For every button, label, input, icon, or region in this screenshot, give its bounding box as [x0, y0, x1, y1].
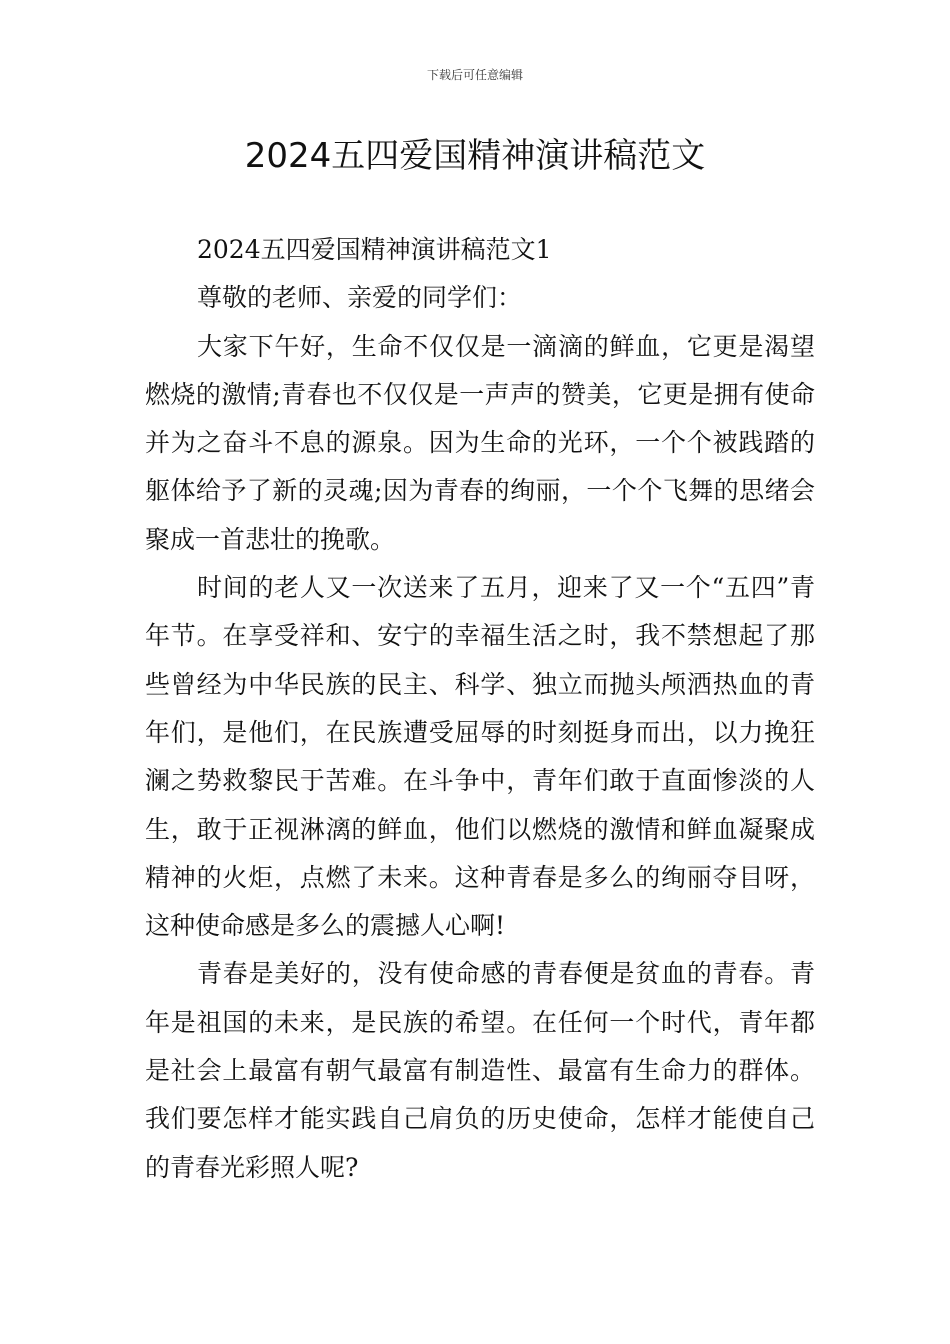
- body-paragraph: 大家下午好，生命不仅仅是一滴滴的鲜血，它更是渴望燃烧的激情;青春也不仅仅是一声声的赞美，它更是拥有使命并为之奋斗不息的源泉。因为生命的光环，一个个被践踏的躯体给予了新的灵魂;因为青春的绚丽，一个个飞舞的思绪会聚成一首悲壮的挽歌。: [145, 331, 815, 554]
- header-note: 下载后可任意编辑: [426, 68, 523, 82]
- section-heading: 2024五四爱国精神演讲稿范文1: [197, 235, 552, 264]
- body-paragraph: 时间的老人又一次送来了五月，迎来了又一个“五四”青年节。在享受祥和、安宁的幸福生活之时，我不禁想起了那些曾经为中华民族的民主、科学、独立而抛头颅洒热血的青年们，是他们，在民族遭受屈辱的时刻挺身而出，以力挽狂澜之势救黎民于苦难。在斗争中，青年们敢于直面惨淡的人生，敢于正视淋漓的鲜血，他们以燃烧的激情和鲜血凝聚成精神的火炬，点燃了未来。这种青春是多么的绚丽夺目呀，这种使命感是多么的震撼人心啊!: [145, 573, 815, 941]
- document-title: 2024五四爱国精神演讲稿范文: [244, 136, 706, 176]
- salutation: 尊敬的老师、亲爱的同学们：: [197, 283, 523, 313]
- document-body: [145, 226, 815, 1192]
- body-paragraph: 青春是美好的，没有使命感的青春便是贫血的青春。青年是祖国的未来，是民族的希望。在任何一个时代，青年都是社会上最富有朝气最富有制造性、最富有生命力的群体。我们要怎样才能实践自己肩负的历史使命，怎样才能使自己的青春光彩照人呢?: [145, 959, 815, 1182]
